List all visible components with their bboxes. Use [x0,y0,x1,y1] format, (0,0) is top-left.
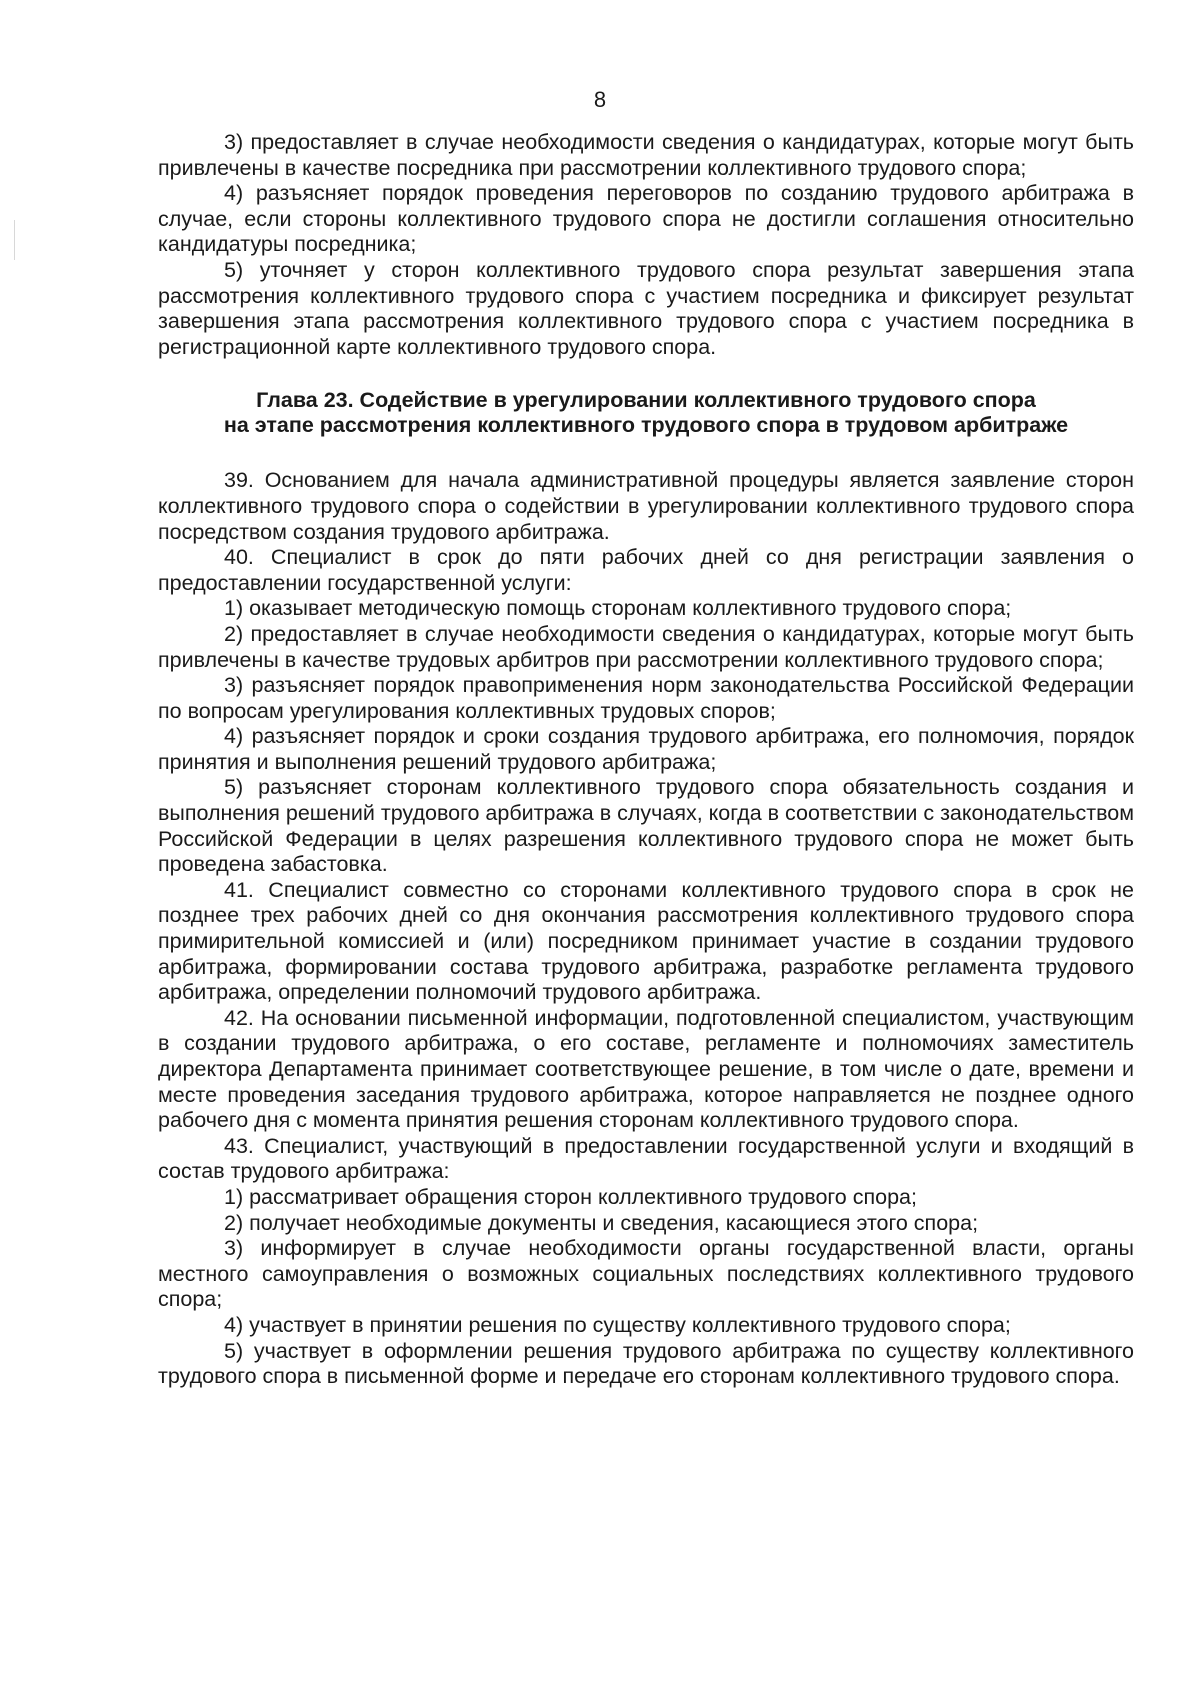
list-item: 4) разъясняет порядок и сроки создания трудового арбитража, его полномочия, порядок принятия и выполнения решений трудового арбитража; [158,724,1134,774]
chapter-heading-line: Глава 23. Содействие в урегулировании коллективного трудового спора [256,388,1036,413]
paragraph: 42. На основании письменной информации, подготовленной специалистом, участвующим в создании трудового арбитража, о его составе, регламенте и полномочиях заместитель директора Департамента принимает соответствующее решение, в том числе о дате, времени и месте проведения заседания трудового арбитража, которое направляется не позднее одного рабочего дня с момента принятия решения сторонам коллективного трудового спора. [158,1005,1134,1133]
paragraph: 40. Специалист в срок до пяти рабочих дней со дня регистрации заявления о предоставлении государственной услуги: [158,545,1134,595]
list-item: 2) предоставляет в случае необходимости сведения о кандидатурах, которые могут быть привлечены в качестве трудовых арбитров при рассмотрении коллективного трудового спора; [158,621,1134,672]
list-item: 2) получает необходимые документы и сведения, касающиеся этого спора; [224,1210,979,1235]
chapter-heading-line: на этапе рассмотрения коллективного трудового спора в трудовом арбитраже [223,413,1069,438]
list-item: 3) разъясняет порядок правоприменения норм законодательства Российской Федерации по вопросам урегулирования коллективных трудовых споров; [158,673,1134,723]
paragraph: 3) предоставляет в случае необходимости сведения о кандидатурах, которые могут быть привлечены в качестве посредника при рассмотрении коллективного трудового спора; [158,130,1134,180]
document-body [158,130,1134,1390]
chapter-heading [158,388,1134,438]
paragraph: 43. Специалист, участвующий в предоставлении государственной услуги и входящий в состав трудового арбитража: [158,1133,1134,1184]
paragraph: 39. Основанием для начала административной процедуры является заявление сторон коллективного трудового спора о содействии в урегулировании коллективного трудового спора посредством создания трудового арбитража. [158,468,1134,544]
paragraph: 4) разъясняет порядок проведения переговоров по созданию трудового арбитража в случае, если стороны коллективного трудового спора не достигли соглашения относительно кандидатуры посредника; [158,181,1134,257]
paragraph: 5) уточняет у сторон коллективного трудового спора результат завершения этапа рассмотрения коллективного трудового спора с участием посредника и фиксирует результат завершения этапа рассмотрения коллективного трудового спора с участием посредника в регистрационной карте коллективного трудового спора. [158,257,1134,359]
list-item: 1) оказывает методическую помощь сторонам коллективного трудового спора; [224,596,1012,621]
list-item: 3) информирует в случае необходимости органы государственной власти, органы местного самоуправления о возможных социальных последствиях коллективного трудового спора; [158,1236,1134,1312]
paragraph: 41. Специалист совместно со сторонами коллективного трудового спора в срок не позднее трех рабочих дней со дня окончания рассмотрения коллективного трудового спора примирительной комиссией и (или) посредником принимает участие в создании трудового арбитража, формировании состава трудового арбитража, разработке регламента трудового арбитража, определении полномочий трудового арбитража. [158,877,1134,1005]
list-item: 1) рассматривает обращения сторон коллективного трудового спора; [224,1184,917,1209]
scan-artifact [14,220,15,260]
page-number: 8 [593,87,607,112]
list-item: 5) разъясняет сторонам коллективного трудового спора обязательность создания и выполнения решений трудового арбитража в случаях, когда в соответствии с законодательством Российской Федерации в целях разрешения коллективного трудового спора не может быть проведена забастовка. [158,775,1134,877]
list-item: 5) участвует в оформлении решения трудового арбитража по существу коллективного трудового спора в письменной форме и передаче его сторонам коллективного трудового спора. [158,1338,1134,1389]
list-item: 4) участвует в принятии решения по существу коллективного трудового спора; [224,1312,1011,1337]
